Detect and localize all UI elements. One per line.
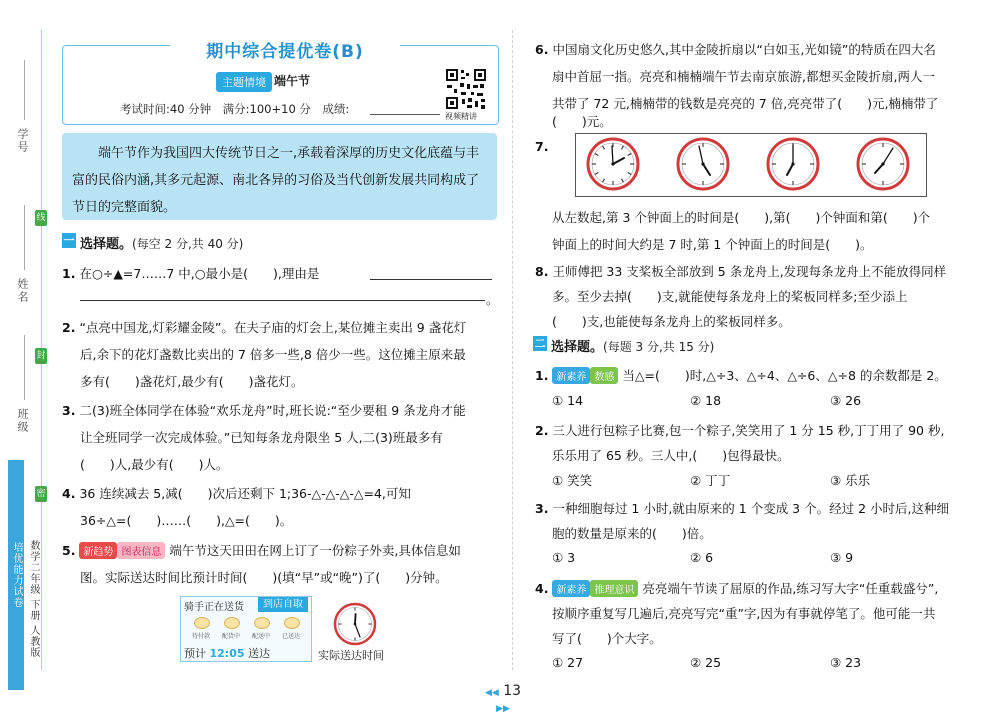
q1-text: 1. 在○÷▲=7……7 中,○最小是( ),理由是 [62,266,320,281]
c4-line3: 写了( )个大字。 [552,631,662,646]
q5-tag-chart: 图表信息 [117,542,165,559]
qr-code-icon[interactable] [445,68,487,110]
label-name: 姓名 [16,278,29,304]
q6-line2: 扇中首屈一指。亮亮和楠楠端午节去南京旅游,都想买金陵折扇,两人一 [552,69,935,84]
student-number-underline [24,60,25,120]
qr-caption: 视频精讲 [445,112,477,121]
clock-faces [575,133,925,195]
c1-option-1[interactable]: ① 14 [552,393,584,408]
column-divider [512,30,513,670]
q1-reason-blank-2[interactable] [80,300,485,301]
intro-text: 端午节作为我国四大传统节日之一,承载着深厚的历史文化底蕴与丰富的民俗内涵,其多元起源、南北各异的习俗及当代创新发展共同构成了节日的完整面貌。 [72,146,480,215]
section1-badge: 一 [63,234,75,247]
c1-tag-numbersense: 数感 [590,367,618,384]
exam-title: 期中综合提优卷(B) [170,37,400,61]
c1-tag-literacy: 新素养 [552,367,590,384]
c4-line1: 4. 新素养 推理意识 亮亮端午节读了屈原的作品,练习写大字“任重载盛兮”, [535,581,939,596]
section1-note: (每空 2 分,共 40 分) [132,237,244,251]
c2-line1: 2. 三人进行包粽子比赛,包一个粽子,笑笑用了 1 分 15 秒,丁丁用了 90 秒, [535,423,945,438]
delivery-eta: 预计 12:05 送达 [184,647,271,660]
q2-line3: 多有( )盏花灯,最少有( )盏花灯。 [80,374,304,389]
q8-line3: ( )支,也能使每条龙舟上的桨板同样多。 [552,314,791,329]
q5-line2: 图。实际送达时间比预计时间( )(填“早”或“晚”)了( )分钟。 [80,570,448,585]
theme-badge: 主题情境 [216,72,272,92]
step-icon [194,617,210,629]
clock-1-icon [588,139,638,189]
pickup-button[interactable]: 到店自取 [258,597,308,612]
name-underline [24,205,25,270]
step-icon [224,617,240,629]
label-class: 班级 [16,408,29,434]
c4-tag-reasoning: 推理意识 [590,580,638,597]
q5-line1: 5. 新趋势 图表信息 端午节这天田田在网上订了一份粽子外卖,具体信息如 [62,543,461,558]
series-name: 培优能力试卷 [8,460,24,690]
label-student-number: 学号 [16,128,29,154]
q6-line3: 共带了 72 元,楠楠带的钱数是亮亮的 7 倍,亮亮带了( )元,楠楠带了 [552,96,939,111]
step-icon [254,617,270,629]
page-number: ◀◀ 13 ▶▶ [484,683,522,714]
actual-delivery-caption: 实际送达时间 [318,649,384,662]
step-label: 待付款 [191,633,210,640]
step-icon [284,617,300,629]
c2-option-2[interactable]: ② 丁丁 [690,473,731,488]
step-label: 配货中 [221,633,240,640]
q6-line1: 6. 中国扇文化历史悠久,其中金陵折扇以“白如玉,光如镜”的特质在四大名 [535,42,936,57]
class-underline [24,335,25,400]
q2-line1: 2. “点亮中国龙,灯彩耀金陵”。在夫子庙的灯会上,某位摊主卖出 9 盏花灯 [62,320,467,335]
c3-line2: 胞的数量是原来的( )倍。 [552,526,712,541]
q4-line2: 36÷△=( )……( ),△=( )。 [80,513,293,528]
q2-line2: 后,余下的花灯盏数比卖出的 7 倍多一些,8 倍少一些。这位摊主原来最 [80,347,466,362]
binding-mark-line: 线 [35,210,47,226]
delivery-steps [186,617,306,643]
section2-badge: 二 [534,337,546,350]
c4-option-2[interactable]: ② 25 [690,655,722,670]
q4-line1: 4. 36 连续减去 5,减( )次后还剩下 1;36-△-△-△-△=4,可知 [62,486,411,501]
series-subtitle: 数学二年级 下册 人教版 [28,540,39,659]
c1-option-2[interactable]: ② 18 [690,393,722,408]
clock-2-icon [678,139,728,189]
clock-4-icon [858,139,908,189]
step-label: 已送达 [281,633,300,640]
c1-text: 1. 新素养 数感 当△=( )时,△÷3、△÷4、△÷6、△÷8 的余数都是 2。 [535,368,947,383]
q1-end: 。 [486,292,499,307]
c4-line2: 按顺序重复写几遍后,亮亮写完“重”字,因为有事就停笔了。他可能一共 [552,606,936,621]
binding-strip [0,0,50,710]
q8-line2: 多。至少去掉( )支,就能使每条龙舟上的桨板同样多;至少添上 [552,289,908,304]
c2-option-3[interactable]: ③ 乐乐 [830,473,871,488]
c2-option-1[interactable]: ① 笑笑 [552,473,593,488]
actual-delivery-clock-icon [333,602,377,646]
exam-info: 考试时间:40 分钟 满分:100+10 分 成绩: [120,102,350,116]
clock-3-icon [768,139,818,189]
c4-tag-literacy: 新素养 [552,580,590,597]
delivery-status: 骑手正在送货 [184,602,244,613]
section2-note: (每题 3 分,共 15 分) [603,340,715,354]
section1-title: 选择题。(每空 2 分,共 40 分) [80,237,244,252]
c4-option-1[interactable]: ① 27 [552,655,584,670]
c3-option-3[interactable]: ③ 9 [830,550,854,565]
q5-tag-trend: 新趋势 [79,542,117,559]
q8-line1: 8. 王师傅把 33 支桨板全部放到 5 条龙舟上,发现每条龙舟上不能放得同样 [535,264,947,279]
binding-mark-secret: 密 [35,486,47,502]
q3-line1: 3. 二(3)班全体同学在体验“欢乐龙舟”时,班长说:“至少要租 9 条龙舟才能 [62,403,466,418]
q7-num: 7. [535,139,549,154]
c1-option-3[interactable]: ③ 26 [830,393,862,408]
score-blank [370,114,440,115]
c2-line2: 乐乐用了 65 秒。三人中,( )包得最快。 [552,448,790,463]
q7-line2: 钟面上的时间大约是 7 时,第 1 个钟面上的时间是( )。 [552,237,873,252]
c3-line1: 3. 一种细胞每过 1 小时,就由原来的 1 个变成 3 个。经过 2 小时后,这种细 [535,501,949,516]
c3-option-2[interactable]: ② 6 [690,550,714,565]
step-label: 配送中 [251,633,270,640]
q7-line1: 从左数起,第 3 个钟面上的时间是( ),第( )个钟面和第( )个 [552,210,931,225]
binding-mark-seal: 封 [35,348,47,364]
c3-option-1[interactable]: ① 3 [552,550,576,565]
section2-title: 选择题。(每题 3 分,共 15 分) [551,340,715,355]
theme-name: 端午节 [274,74,311,88]
prev-arrow-icon: ◀◀ [484,688,499,698]
c4-option-3[interactable]: ③ 23 [830,655,862,670]
q3-line2: 让全班同学一次完成体验。”已知每条龙舟限坐 5 人,二(3)班最多有 [80,430,443,445]
q3-line3: ( )人,最少有( )人。 [80,457,229,472]
q1-reason-blank[interactable] [370,279,492,280]
q6-line4: ( )元。 [552,114,612,129]
next-arrow-icon: ▶▶ [496,704,510,714]
